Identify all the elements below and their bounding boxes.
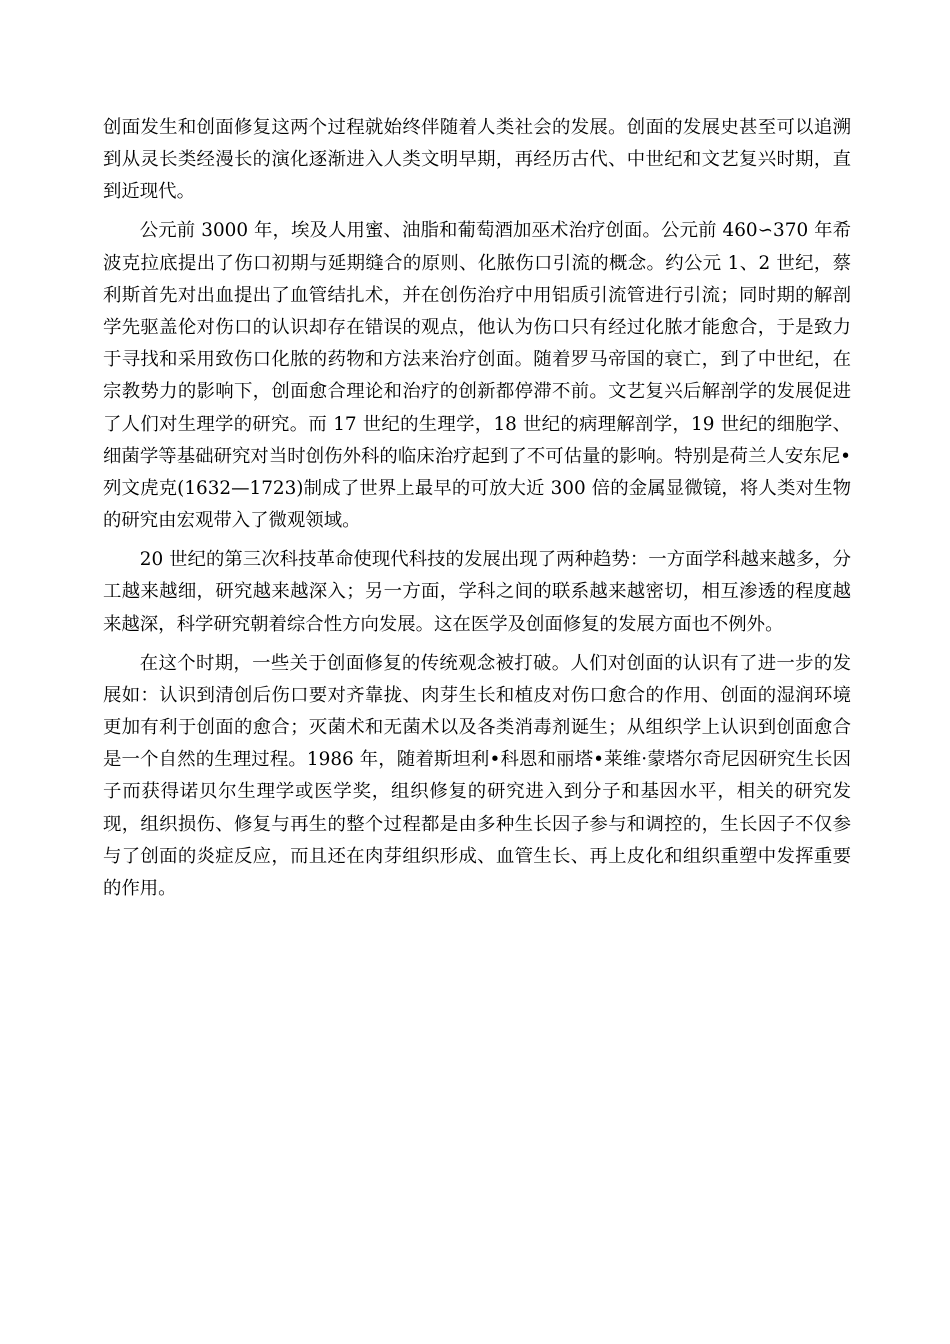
paragraph-modern-concepts: 在这个时期，一些关于创面修复的传统观念被打破。人们对创面的认识有了进一步的发展如：认识到清创后伤口要对齐靠拢、肉芽生长和植皮对伤口愈合的作用、创面的湿润环境更加有利于创面的愈合；灭菌术和无菌术以及各类消毒剂诞生；从组织学上认识到创面愈合是一个自然的生理过程。1986 年，随着斯坦利•科恩和丽塔•莱维·蒙塔尔奇尼因研究生长因子而获得诺贝尔生理学或医学奖，组织修复的研究进入到分子和基因水平，相关的研究发现，组织损伤、修复与再生的整个过程都是由多种生长因子参与和调控的，生长因子不仅参与了创面的炎症反应，而且还在肉芽组织形成、血管生长、再上皮化和组织重塑中发挥重要的作用。 <box>103 652 851 900</box>
paragraph-20th-century: 20 世纪的第三次科技革命使现代科技的发展出现了两种趋势：一方面学科越来越多，分工越来越细，研究越来越深入；另一方面，学科之间的联系越来越密切，相互渗透的程度越来越深，科学研究朝着综合性方向发展。这在医学及创面修复的发展方面也不例外。 <box>103 549 851 635</box>
document-page <box>103 112 851 912</box>
paragraph-intro: 创面发生和创面修复这两个过程就始终伴随着人类社会的发展。创面的发展史甚至可以追溯到从灵长类经漫长的演化逐渐进入人类文明早期，再经历古代、中世纪和文艺复兴时期，直到近现代。 <box>103 117 851 203</box>
paragraph-ancient-history: 公元前 3000 年，埃及人用蜜、油脂和葡萄酒加巫术治疗创面。公元前 460∽370 年希波克拉底提出了伤口初期与延期缝合的原则、化脓伤口引流的概念。约公元 1、2 世纪，蔡利斯首先对出血提出了血管结扎术，并在创伤治疗中用铝质引流管进行引流；同时期的解剖学先驱盖伦对伤口的认识却存在错误的观点，他认为伤口只有经过化脓才能愈合，于是致力于寻找和采用致伤口化脓的药物和方法来治疗创面。随着罗马帝国的衰亡，到了中世纪，在宗教势力的影响下，创面愈合理论和治疗的创新都停滞不前。文艺复兴后解剖学的发展促进了人们对生理学的研究。而 17 世纪的生理学，18 世纪的病理解剖学，19 世纪的细胞学、细菌学等基础研究对当时创伤外科的临床治疗起到了不可估量的影响。特别是荷兰人安东尼•列文虎克(1632—1723)制成了世界上最早的可放大近 300 倍的金属显微镜，将人类对生物的研究由宏观带入了微观领域。 <box>103 220 851 532</box>
